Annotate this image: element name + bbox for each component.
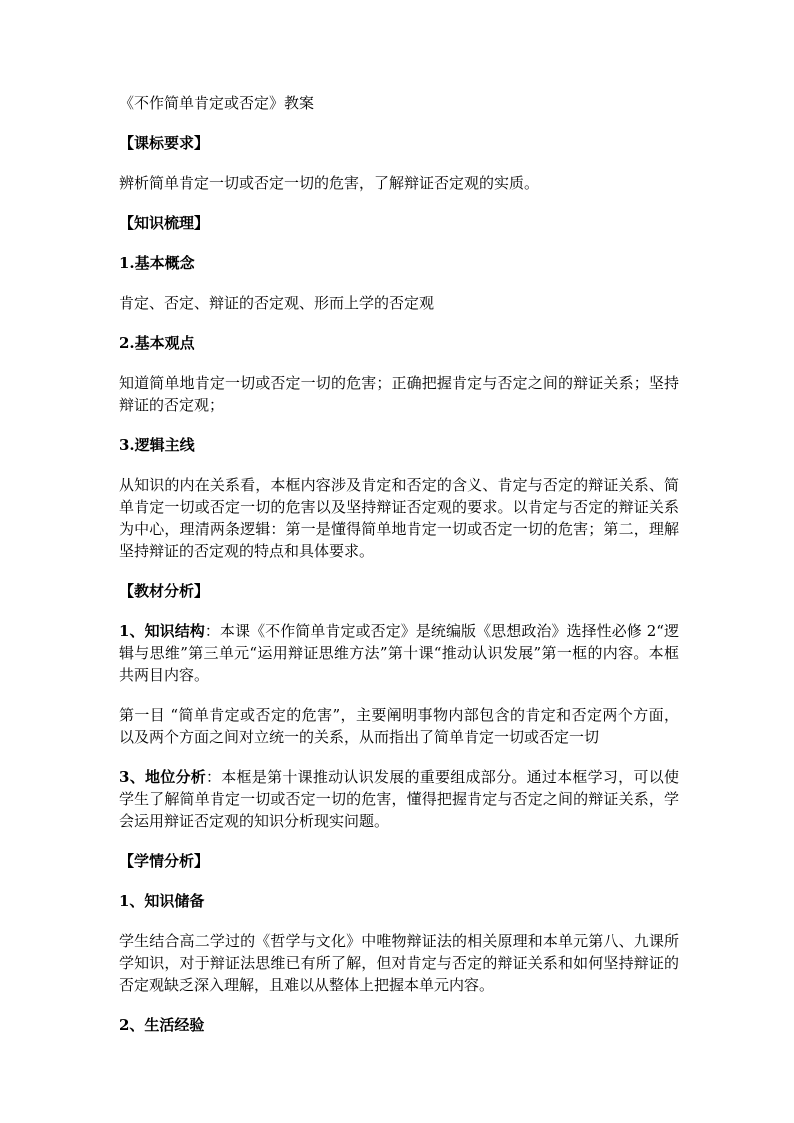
text-status-analysis: ：本框是第十课推动认识发展的重要组成部分。通过本框学习，可以使学生了解简单肯定一切或否定一切的危害，懂得把握肯定与否定之间的辩证关系，学会运用辩证否定观的知识分析现实问题。 bbox=[119, 768, 679, 830]
heading-textbook-analysis: 【教材分析】 bbox=[119, 582, 210, 600]
document-page bbox=[119, 92, 679, 1036]
heading-knowledge-review: 【知识梳理】 bbox=[119, 214, 210, 232]
heading-curriculum-standard: 【课标要求】 bbox=[119, 134, 210, 152]
paragraph-basic-concepts: 肯定、否定、辩证的否定观、形而上学的否定观 bbox=[119, 294, 435, 312]
paragraph-basic-views: 知道简单地肯定一切或否定一切的危害；正确把握肯定与否定之间的辩证关系；坚持辩证的否定观； bbox=[119, 374, 679, 414]
subheading-knowledge-reserve: 1、知识储备 bbox=[119, 892, 205, 910]
subheading-basic-views: 2.基本观点 bbox=[119, 334, 195, 352]
subheading-logic-mainline: 3.逻辑主线 bbox=[119, 436, 195, 454]
text-knowledge-structure: ：本课《不作简单肯定或否定》是统编版《思想政治》选择性必修 2“逻辑与思维”第三单元“运用辩证思维方法”第十课“推动认识发展”第一框的内容。本框共两目内容。 bbox=[119, 622, 679, 684]
label-status-analysis: 3、地位分析 bbox=[119, 768, 207, 786]
heading-student-analysis: 【学情分析】 bbox=[119, 852, 210, 870]
paragraph-status-analysis bbox=[119, 766, 679, 832]
paragraph-first-section: 第一目 “简单肯定或否定的危害”，主要阐明事物内部包含的肯定和否定两个方面，以及两个方面之间对立统一的关系，从而指出了简单肯定一切或否定一切 bbox=[119, 706, 679, 746]
document-title: 《不作简单肯定或否定》教案 bbox=[119, 94, 315, 112]
paragraph-knowledge-structure bbox=[119, 620, 679, 686]
paragraph-curriculum-standard: 辨析简单肯定一切或否定一切的危害，了解辩证否定观的实质。 bbox=[119, 174, 540, 192]
paragraph-knowledge-reserve: 学生结合高二学过的《哲学与文化》中唯物辩证法的相关原理和本单元第八、九课所学知识，对于辩证法思维已有所了解，但对肯定与否定的辩证关系和如何坚持辩证的否定观缺乏深入理解，且难以从整体上把握本单元内容。 bbox=[119, 932, 679, 994]
subheading-life-experience: 2、生活经验 bbox=[119, 1016, 205, 1034]
label-knowledge-structure: 1、知识结构 bbox=[119, 622, 205, 640]
subheading-basic-concepts: 1.基本概念 bbox=[119, 254, 195, 272]
paragraph-logic-mainline: 从知识的内在关系看，本框内容涉及肯定和否定的含义、肯定与否定的辩证关系、简单肯定一切或否定一切的危害以及坚持辩证否定观的要求。以肯定与否定的辩证关系为中心，理清两条逻辑：第一是懂得简单地肯定一切或否定一切的危害；第二，理解坚持辩证的否定观的特点和具体要求。 bbox=[119, 476, 679, 560]
